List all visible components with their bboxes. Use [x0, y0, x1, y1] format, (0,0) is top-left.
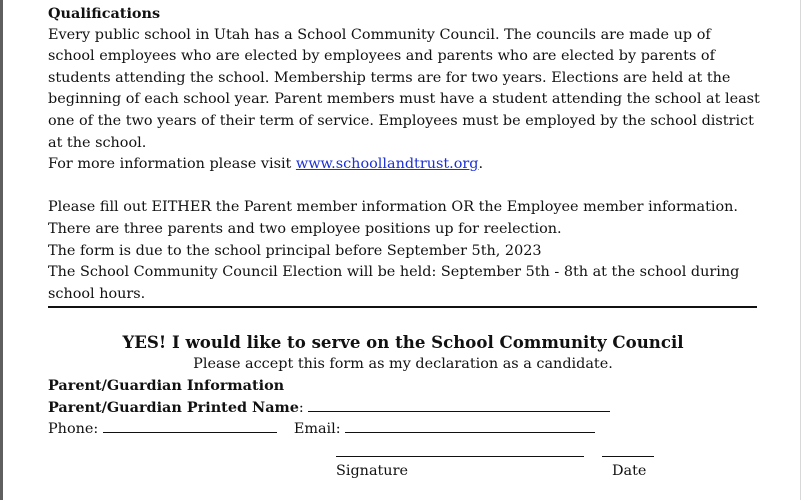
- section-divider: [48, 306, 757, 308]
- parent-section-heading: Parent/Guardian Information: [48, 377, 285, 394]
- signature-row: [336, 444, 736, 484]
- instruction-line: The form is due to the school principal before September 5th, 2023: [48, 242, 542, 259]
- instruction-line: The School Community Council Election will be held: September 5th - 8th at the school during school hours.: [48, 264, 740, 302]
- qualifications-heading: Qualifications: [48, 5, 161, 22]
- date-label: Date: [612, 463, 647, 479]
- more-info-period: .: [478, 156, 484, 173]
- signature-field[interactable]: [336, 456, 584, 457]
- printed-name-label: Parent/Guardian Printed Name: [48, 398, 299, 416]
- more-info-line: [48, 154, 760, 176]
- phone-label: Phone:: [48, 421, 99, 437]
- email-label: Email:: [293, 421, 341, 437]
- email-field[interactable]: [345, 419, 595, 433]
- document-body: [48, 3, 760, 305]
- contact-row: [48, 419, 760, 441]
- form-subtitle: Please accept this form as my declaration as a candidate.: [193, 356, 613, 372]
- instruction-line: Please fill out EITHER the Parent member information OR the Employee member information.: [48, 199, 738, 216]
- signature-label: Signature: [336, 463, 408, 479]
- page-edge: [800, 0, 806, 500]
- candidate-form: [48, 330, 760, 479]
- schoollandtrust-link[interactable]: www.schoollandtrust.org: [295, 156, 479, 173]
- phone-field[interactable]: [103, 419, 277, 433]
- spacer: [48, 176, 760, 198]
- instruction-line: There are three parents and two employee positions up for reelection.: [48, 220, 562, 237]
- qualifications-paragraph: Every public school in Utah has a School Community Council. The councils are made up of school employees who are elected by employees and parents who are elected by parents of students attending the school. Membership terms are for two years. Elections are held at the beginning of each school year. Parent members must have a student attending the school at least one of the two years of their term of service. Employees must be employed by the school district at the school.: [48, 26, 760, 151]
- form-title: YES! I would like to serve on the School Community Council: [122, 332, 684, 352]
- more-info-text: For more information please visit: [48, 156, 296, 173]
- printed-name-field[interactable]: [308, 398, 610, 412]
- printed-name-colon: :: [298, 399, 304, 416]
- printed-name-row: [48, 397, 760, 420]
- date-field[interactable]: [602, 456, 654, 457]
